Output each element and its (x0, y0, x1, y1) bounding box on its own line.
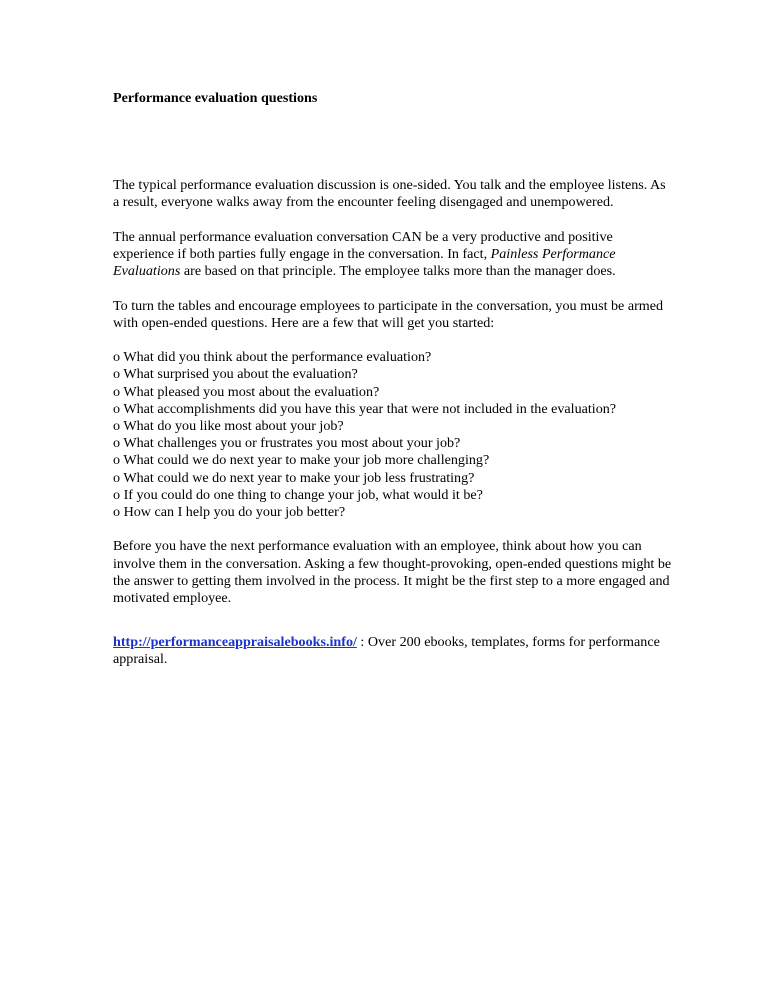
question-item: o What accomplishments did you have this year that were not included in the evaluation? (113, 400, 617, 417)
ebooks-link[interactable]: http://performanceappraisalebooks.info/ (113, 634, 357, 651)
question-item: o What could we do next year to make your job less frustrating? (113, 469, 475, 486)
spacer (113, 280, 673, 297)
spacer (113, 607, 673, 634)
question-item: o What do you like most about your job? (113, 418, 344, 434)
footer-line (113, 634, 673, 668)
paragraph-annual-text-end: are based on that principle. The employee talks more than the manager does. (180, 263, 616, 280)
spacer (113, 521, 673, 538)
footer-description: : Over 200 ebooks, templates, forms for performance appraisal. (113, 634, 660, 668)
paragraph-annual-text-start: The annual performance evaluation conversation CAN be a very productive and positive experience if both parties fully engage in the conversation. In fact, (113, 228, 613, 262)
spacer (113, 332, 673, 349)
spacer (113, 107, 673, 177)
question-item: o What surprised you about the evaluation? (113, 366, 358, 383)
paragraph-intro: The typical performance evaluation discussion is one-sided. You talk and the employee listens. As a result, everyone walks away from the encounter feeling disengaged and unempowered. (113, 177, 666, 211)
paragraph-annual (113, 229, 673, 281)
question-item: o What could we do next year to make your job more challenging? (113, 452, 490, 469)
paragraph-closing: Before you have the next performance evaluation with an employee, think about how you can involve them in the conversation. Asking a few thought-provoking, open-ended questions might be the answer to getting them involved in the process. It might be the first step to a more engaged and motivated employee. (113, 538, 672, 607)
question-item: o What pleased you most about the evaluation? (113, 383, 380, 400)
question-item: o What did you think about the performance evaluation? (113, 349, 432, 366)
book-title-italic: Painless Performance Evaluations (113, 246, 616, 280)
question-list (113, 349, 673, 521)
question-item: o How can I help you do your job better? (113, 504, 346, 521)
question-item: o If you could do one thing to change your job, what would it be? (113, 486, 483, 503)
question-item: o What challenges you or frustrates you most about your job? (113, 435, 461, 452)
document-title: Performance evaluation questions (113, 90, 318, 106)
document-body (113, 90, 673, 669)
spacer (113, 212, 673, 229)
paragraph-turn-tables: To turn the tables and encourage employees to participate in the conversation, you must be armed with open-ended questions. Here are a few that will get you started: (113, 297, 664, 331)
